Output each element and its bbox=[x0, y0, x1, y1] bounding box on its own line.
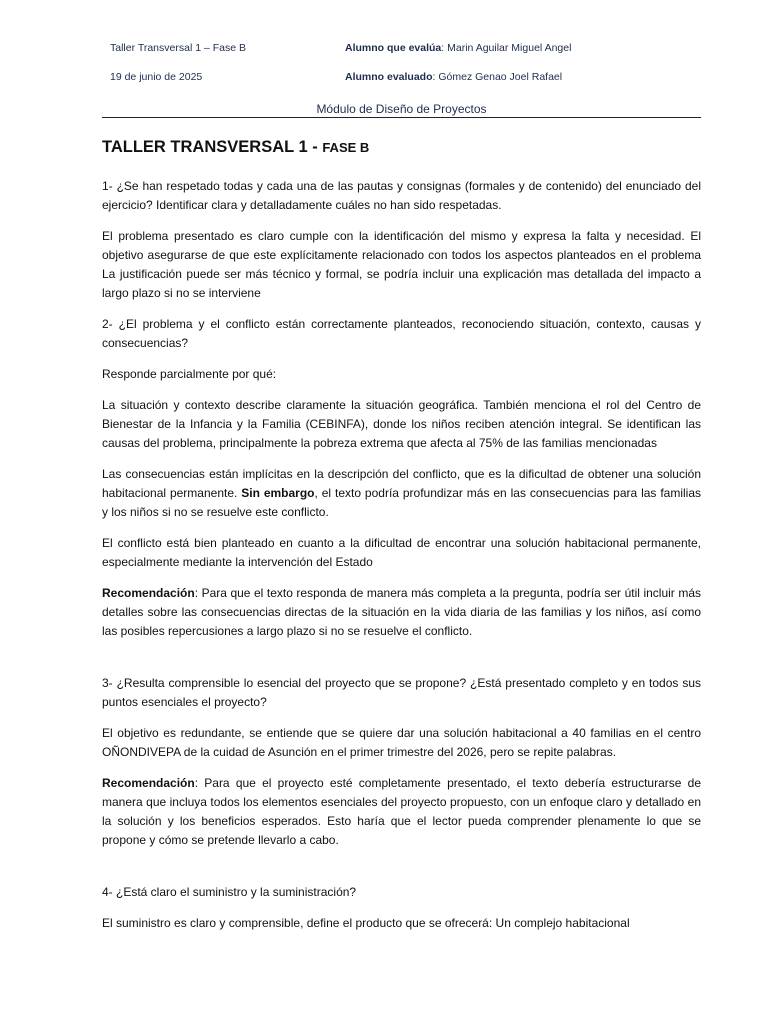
question-3: 3- ¿Resulta comprensible lo esencial del proyecto que se propone? ¿Está presentado completo y en todos sus puntos esenciales el proyecto? bbox=[102, 676, 701, 709]
question-2: 2- ¿El problema y el conflicto están correctamente planteados, reconociendo situación, contexto, causas y consecuencias? bbox=[102, 317, 701, 350]
answer-4: El suministro es claro y comprensible, define el producto que se ofrecerá: Un complejo habitacional bbox=[102, 916, 630, 930]
document-date: 19 de junio de 2025 bbox=[110, 71, 203, 83]
evaluated-name: : Gómez Genao Joel Rafael bbox=[432, 71, 563, 83]
document-title bbox=[102, 138, 701, 157]
evaluated-line bbox=[345, 71, 562, 83]
answer-2-situation: La situación y contexto describe claramente la situación geográfica. También menciona el rol del Centro de Bienestar de la Infancia y la Familia (CEBINFA), donde los niños reciben atención integral. Se identifican las causas del problema, principalmente la pobreza extrema que afecta al 75% de las familias mencionadas bbox=[102, 398, 701, 450]
course-phase: Taller Transversal 1 – Fase B bbox=[110, 42, 246, 54]
answer-2-conflict: El conflicto está bien planteado en cuanto a la dificultad de encontrar una solución habitacional permanente, especialmente mediante la intervención del Estado bbox=[102, 536, 701, 569]
module-title: Módulo de Diseño de Proyectos bbox=[316, 102, 487, 116]
evaluator-label: Alumno que evalúa bbox=[345, 42, 442, 54]
answer-2-intro: Responde parcialmente por qué: bbox=[102, 367, 277, 381]
evaluator-line bbox=[345, 42, 571, 54]
evaluated-label: Alumno evaluado bbox=[345, 71, 433, 83]
header-divider bbox=[102, 117, 701, 118]
section-spacer bbox=[102, 862, 701, 883]
recommendation-2-label: Recomendación bbox=[102, 586, 195, 600]
recommendation-3-text: : Para que el proyecto esté completamente presentado, el texto debería estructurarse de manera que incluya todos los elementos esenciales del proyecto propuesto, con un enfoque claro y detallado en la solución y los beneficios esperados. Esto haría que el lector pueda comprender plenamente lo que se propone y cómo se pretende llevarlo a cabo. bbox=[102, 776, 701, 847]
recommendation-3-label: Recomendación bbox=[102, 776, 195, 790]
answer-2-consequences bbox=[102, 465, 701, 522]
answer-3: El objetivo es redundante, se entiende que se quiere dar una solución habitacional a 40 familias en el centro OÑONDIVEPA de la cuidad de Asunción en el primer trimestre del 2026, pero se repite palabras. bbox=[102, 726, 701, 759]
question-4: 4- ¿Está claro el suministro y la suministración? bbox=[102, 885, 357, 899]
recommendation-2-text: : Para que el texto responda de manera más completa a la pregunta, podría ser útil incluir más detalles sobre las consecuencias directas de la situación en la vida diaria de las familias y los niños, así como las posibles repercusiones a largo plazo si no se resuelve el conflicto. bbox=[102, 586, 701, 638]
consequences-text-b: , el texto podría profundizar más en las consecuencias para las familias y los niños si no se resuelve este conflicto. bbox=[102, 486, 702, 519]
recommendation-3 bbox=[102, 774, 701, 850]
evaluator-name: : Marin Aguilar Miguel Angel bbox=[441, 42, 572, 54]
title-sub: FASE B bbox=[322, 140, 370, 155]
recommendation-2 bbox=[102, 584, 701, 641]
answer-1: El problema presentado es claro cumple con la identificación del mismo y expresa la falta y necesidad. El objetivo asegurarse de que este explícitamente relacionado con todos los aspectos planteados en el problema La justificación puede ser más técnico y formal, se podría incluir una explicación mas detallada del impacto a largo plazo si no se interviene bbox=[102, 229, 701, 300]
consequences-text-a: Las consecuencias están implícitas en la descripción del conflicto, que es la dificultad de obtener una solución habitacional permanente. bbox=[102, 467, 701, 500]
question-1: 1- ¿Se han respetado todas y cada una de las pautas y consignas (formales y de contenido) del enunciado del ejercicio? Identificar clara y detalladamente cuáles no han sido respetadas. bbox=[102, 179, 701, 212]
consequences-emphasis: Sin embargo bbox=[241, 486, 315, 500]
section-spacer bbox=[102, 653, 701, 674]
page-header bbox=[0, 0, 768, 120]
title-main: TALLER TRANSVERSAL 1 - bbox=[102, 138, 323, 156]
document-body bbox=[102, 138, 701, 945]
